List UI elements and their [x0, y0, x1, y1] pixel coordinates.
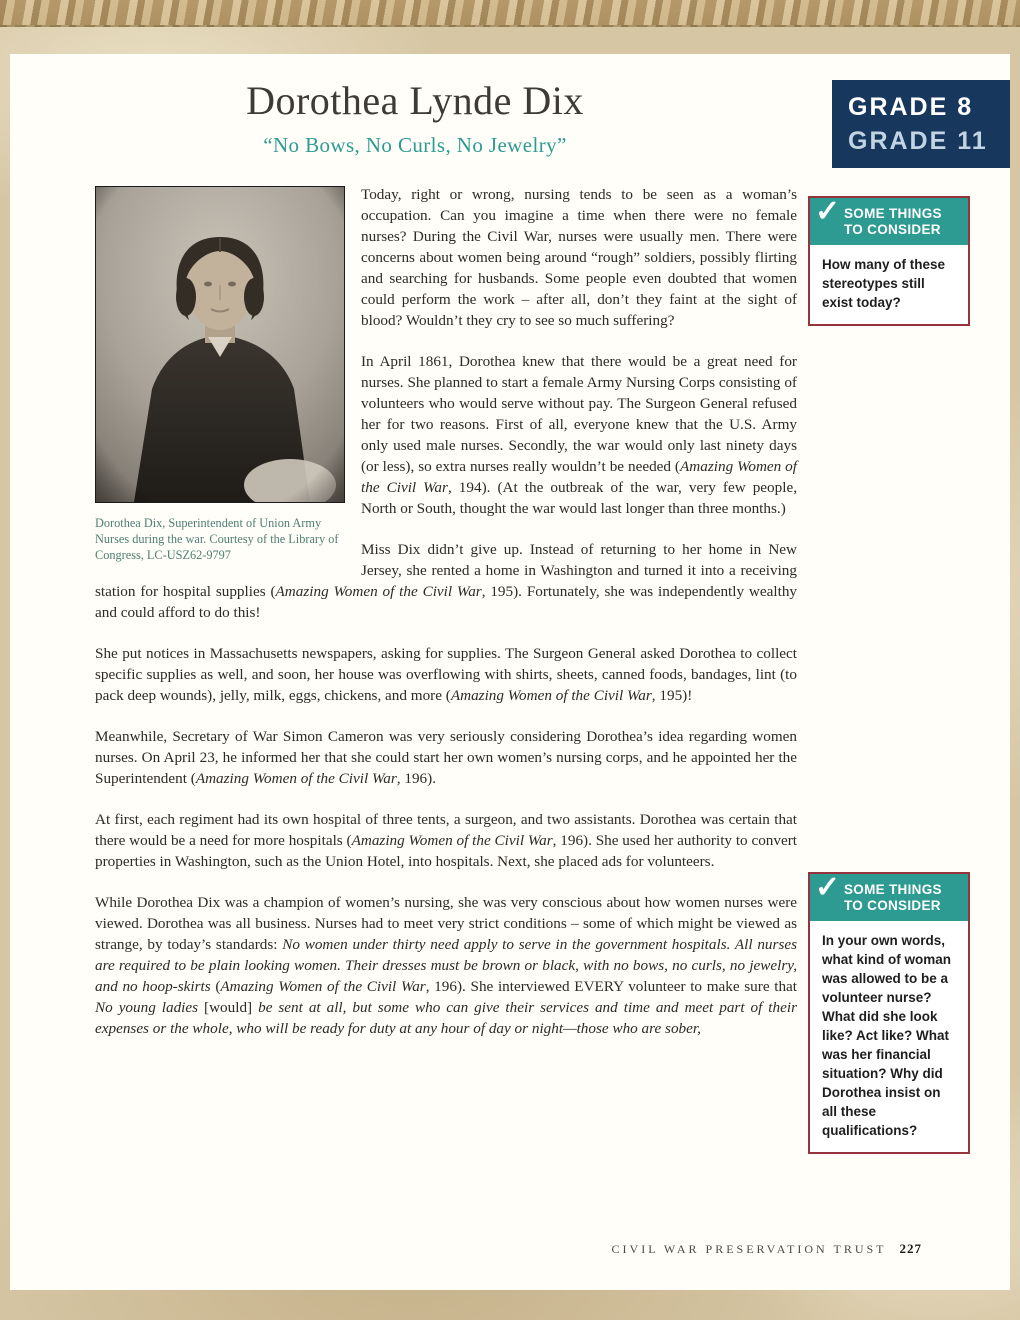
grade-11-label: GRADE 11 — [848, 126, 988, 155]
consider-title-line1: SOME THINGS — [844, 882, 942, 897]
page-footer — [612, 1240, 922, 1258]
article-paragraph: At first, each regiment had its own hospital of three tents, a surgeon, and two assistants. Dorothea was certain that there would be a need for more hospitals (Amazing Women of the Civil War, 196). She used her authority to convert properties in Washington, such as the Union Hotel, into hospitals. Next, she placed ads for volunteers. — [95, 811, 797, 870]
consider-title-line2: TO CONSIDER — [844, 898, 941, 913]
consider-box-header — [810, 871, 968, 921]
article-paragraph: She put notices in Massachusetts newspapers, asking for supplies. The Surgeon General asked Dorothea to collect specific supplies as well, and soon, her house was overflowing with shirts, sheets, canned foods, bandages, lint (to pack deep wounds), jelly, milk, eggs, chickens, and more (Amazing Women of the Civil War, 195)! — [95, 645, 797, 704]
dorothea-dix-portrait — [96, 187, 344, 502]
photo-caption: Dorothea Dix, Superintendent of Union Army Nurses during the war. Courtesy of the Library of Congress, LC-USZ62-9797 — [95, 516, 339, 562]
article — [95, 184, 797, 1059]
consider-box-qualifications — [808, 872, 970, 1154]
consider-box-stereotypes — [808, 196, 970, 326]
article-paragraph: In April 1861, Dorothea knew that there would be a great need for nurses. She planned to start a female Army Nursing Corps consisting of volunteers who would serve without pay. The Surgeon General refused her for two reasons. First of all, everyone knew that the U.S. Army only used male nurses. Secondly, the war would only last ninety days (or less), so extra nurses really wouldn’t be needed (Amazing Women of the Civil War, 194). (At the outbreak of the war, very few people, North or South, thought the war would last longer than three months.) — [361, 353, 797, 517]
consider-box-header — [810, 195, 968, 245]
article-paragraph: Miss Dix didn’t give up. Instead of returning to her home in New Jersey, she rented a home in Washington and turned it into a receiving station for hospital supplies (Amazing Women of the Civil War, 195). Fortunately, she was independently wealthy and could afford to do this! — [95, 541, 798, 621]
article-paragraph: While Dorothea Dix was a champion of women’s nursing, she was very conscious about how women nurses were viewed. Dorothea was all business. Nurses had to meet very strict conditions – some of which might be viewed as strange, by today’s standards: No women under thirty need apply to serve in the government hospitals. All nurses are required to be plain looking women. Their dresses must be brown or black, with no bows, no curls, no jewelry, and no hoop-skirts (Amazing Women of the Civil War, 196). She interviewed EVERY volunteer to make sure that No young ladies [would] be sent at all, but some who can give their services and time and meet part of their expenses or the whole, who will be ready for duty at any hour of day or night—those who are sober, — [95, 894, 798, 1037]
check-icon: ✓ — [815, 195, 841, 228]
article-paragraph: Today, right or wrong, nursing tends to be seen as a woman’s occupation. Can you imagine a time when there were no female nurses? During the Civil War, nurses were usually men. There were concerns about women being around “rough” soldiers, possibly flirting and searching for husbands. Some people even doubted that women could perform the work – after all, don’t they faint at the sight of blood? Wouldn’t they cry to see so much suffering? — [361, 186, 797, 329]
grade-level-box — [832, 80, 1010, 168]
title-block — [70, 78, 760, 158]
article-paragraph: Meanwhile, Secretary of War Simon Cameron was very seriously considering Dorothea’s idea regarding women nurses. On April 23, he informed her that she could start her own women’s nursing corps, and he appointed her the Superintendent (Amazing Women of the Civil War, 196). — [95, 728, 797, 787]
photo-figure — [95, 186, 345, 563]
consider-box-question: In your own words, what kind of woman was allowed to be a volunteer nurse? What did she look like? Act like? What was her financial situation? Why did Dorothea insist on all these qualifications? — [822, 933, 952, 1138]
footer-organization: CIVIL WAR PRESERVATION TRUST — [611, 1242, 887, 1256]
portrait-photo — [95, 186, 345, 503]
page-title: Dorothea Lynde Dix — [246, 78, 584, 123]
page — [10, 54, 1010, 1290]
page-subtitle: “No Bows, No Curls, No Jewelry” — [263, 133, 567, 157]
consider-box-question: How many of these stereotypes still exist today? — [822, 257, 946, 310]
decorative-marbled-band — [0, 0, 1020, 27]
consider-title-line1: SOME THINGS — [844, 206, 942, 221]
check-icon: ✓ — [815, 871, 841, 904]
footer-page-number: 227 — [899, 1241, 922, 1256]
consider-title-line2: TO CONSIDER — [844, 222, 941, 237]
grade-8-label: GRADE 8 — [848, 92, 974, 121]
